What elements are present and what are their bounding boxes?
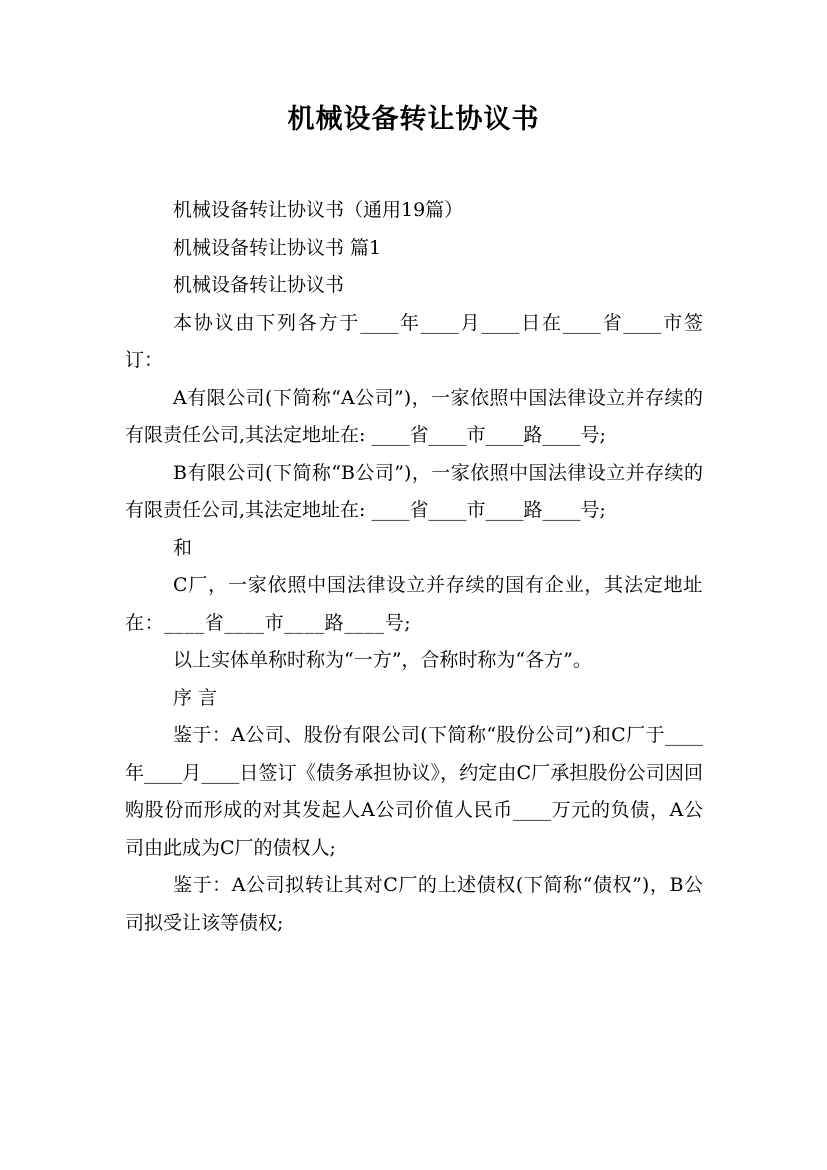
paragraph-whereas-2: 鉴于：A公司拟转让其对C厂的上述债权(下简称“债权”)，B公司拟受让该等债权; bbox=[125, 874, 703, 934]
paragraph-section-heading: 机械设备转让协议书 篇1 bbox=[173, 236, 382, 259]
paragraph-party-a: A有限公司(下简称“A公司”)，一家依照中国法律设立并存续的有限责任公司,其法定地址在: ____省____市____路____号; bbox=[125, 386, 703, 446]
paragraph-definitions: 以上实体单称时称为“一方”，合称时称为“各方”。 bbox=[173, 649, 592, 671]
paragraph-party-b: B有限公司(下简称“B公司”)，一家依照中国法律设立并存续的有限责任公司,其法定地址在: ____省____市____路____号; bbox=[125, 461, 703, 521]
paragraph-preamble-heading: 序 言 bbox=[173, 686, 218, 709]
paragraph-agreement-name: 机械设备转让协议书 bbox=[173, 274, 345, 296]
paragraph-and: 和 bbox=[173, 536, 193, 559]
paragraph-party-c: C厂，一家依照中国法律设立并存续的国有企业，其法定地址在：____省____市____路____号; bbox=[125, 574, 703, 634]
document-title: 机械设备转让协议书 bbox=[287, 104, 540, 135]
paragraph-signing-info: 本协议由下列各方于____年____月____日在____省____市签订： bbox=[125, 311, 703, 371]
document-body bbox=[125, 192, 703, 942]
paragraph-subtitle: 机械设备转让协议书（通用19篇） bbox=[173, 199, 464, 221]
paragraph-whereas-1: 鉴于：A公司、股份有限公司(下简称“股份公司”)和C厂于____年____月____日签订《债务承担协议》，约定由C厂承担股份公司因回购股份而形成的对其发起人A公司价值人民币____万元的负债，A公司由此成为C厂的债权人; bbox=[125, 724, 703, 859]
